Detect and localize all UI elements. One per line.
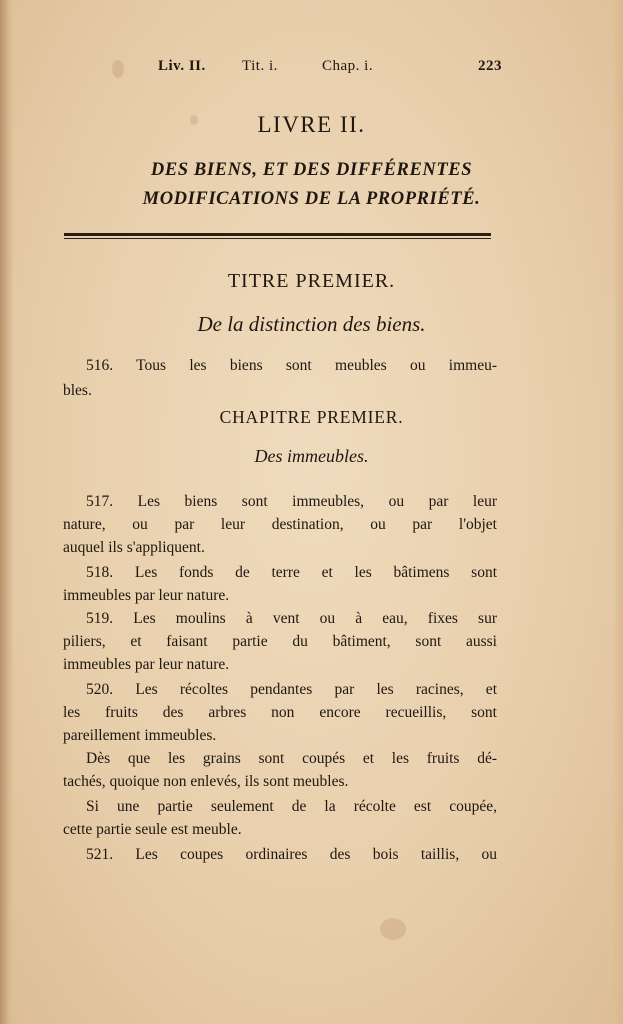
page-gutter-shadow	[0, 0, 14, 1024]
text-line: tachés, quoique non enlevés, ils sont meubles.	[63, 773, 349, 790]
header-chapter: Chap. i.	[322, 58, 374, 74]
chapter-heading: CHAPITRE PREMIER.	[219, 407, 404, 427]
page-edge-shadow	[613, 0, 623, 1024]
book-subtitle-line-2: MODIFICATIONS DE LA PROPRIÉTÉ.	[142, 189, 481, 209]
text-line: 517. Les biens sont immeubles, ou par leur	[86, 493, 497, 510]
text-line: 520. Les récoltes pendantes par les racines, et	[86, 681, 497, 698]
text-line: pareillement immeubles.	[63, 727, 217, 744]
chapter-subheading: Des immeubles.	[254, 446, 369, 466]
book-subtitle-line-1: DES BIENS, ET DES DIFFÉRENTES	[150, 160, 473, 180]
text-line: 519. Les moulins à vent ou à eau, fixes sur	[86, 610, 497, 627]
text-line: Si une partie seulement de la récolte est coupée,	[86, 798, 497, 815]
double-rule	[64, 233, 491, 236]
header-book: Liv. II.	[158, 58, 206, 74]
text-line: 518. Les fonds de terre et les bâtimens sont	[86, 564, 497, 581]
double-rule-thin	[64, 238, 491, 239]
text-line: immeubles par leur nature.	[63, 587, 230, 604]
header-title: Tit. i.	[242, 58, 278, 74]
book-heading: LIVRE II.	[257, 112, 366, 137]
article-516-line-1: 516. Tous les biens sont meubles ou immeu-	[86, 357, 497, 374]
article-516-line-2: bles.	[63, 382, 92, 399]
text-line: immeubles par leur nature.	[63, 656, 230, 673]
page-number: 223	[478, 58, 502, 74]
title-subheading: De la distinction des biens.	[197, 312, 426, 336]
foxing-spot	[380, 918, 406, 940]
text-line: cette partie seule est meuble.	[63, 821, 242, 838]
text-line: auquel ils s'appliquent.	[63, 539, 205, 556]
text-line: 521. Les coupes ordinaires des bois taillis, ou	[86, 846, 497, 863]
title-heading: TITRE PREMIER.	[227, 270, 396, 292]
text-line: nature, ou par leur destination, ou par l'objet	[63, 516, 497, 533]
text-line: piliers, et faisant partie du bâtiment, sont aussi	[63, 633, 497, 650]
text-line: les fruits des arbres non encore recueillis, sont	[63, 704, 497, 721]
text-line: Dès que les grains sont coupés et les fruits dé-	[86, 750, 497, 767]
running-header	[62, 58, 502, 82]
